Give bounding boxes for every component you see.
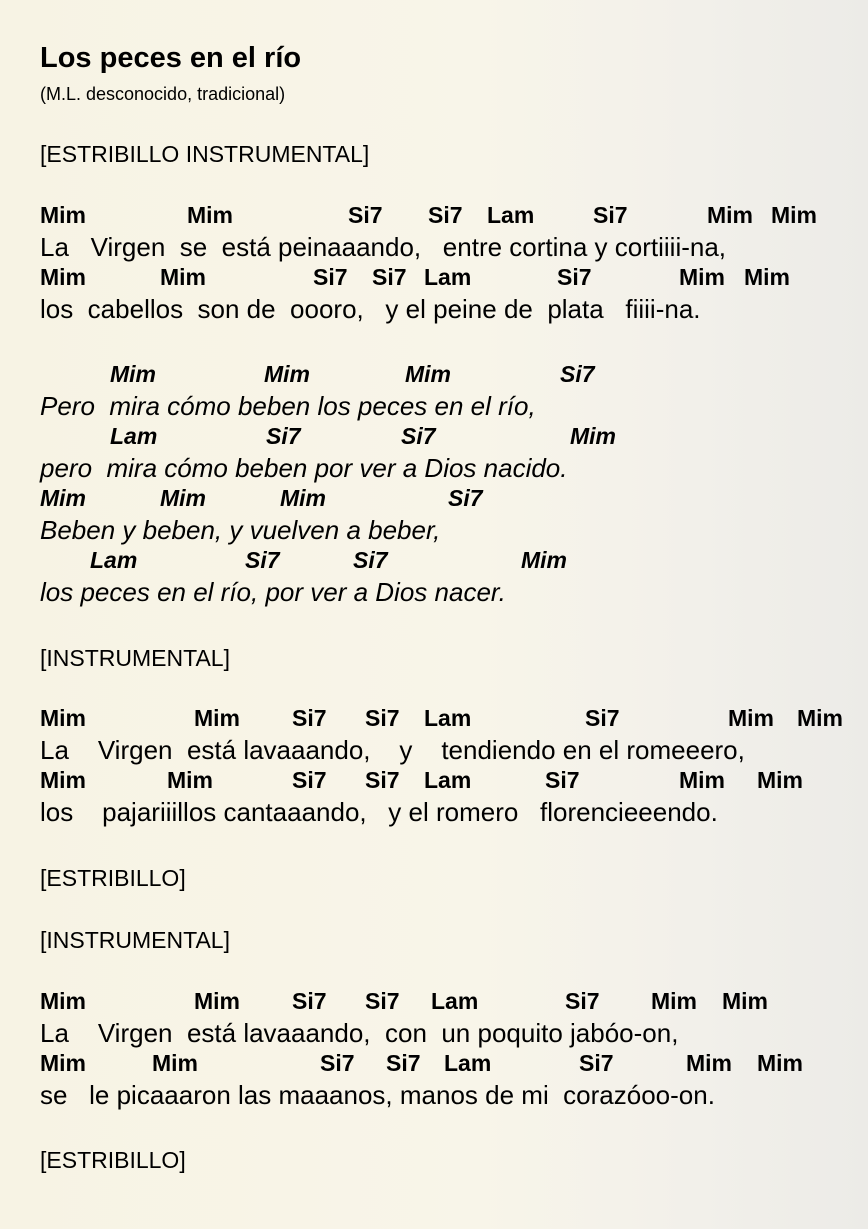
lyric-line: los peces en el río, por ver a Dios nacer.: [40, 577, 506, 607]
chord: Mim: [771, 202, 817, 228]
chord: Mim: [651, 988, 697, 1014]
chord: Mim: [40, 767, 86, 793]
chord: Mim: [40, 705, 86, 731]
lyric-line: Pero mira cómo beben los peces en el río,: [40, 391, 536, 421]
song-credits: (M.L. desconocido, tradicional): [40, 84, 286, 104]
lyric-line: los pajariiillos cantaaando, y el romero florencieeendo.: [40, 797, 718, 827]
chord: Mim: [160, 264, 206, 290]
chord: Mim: [40, 1050, 86, 1076]
chord: Mim: [187, 202, 233, 228]
lyric-line: La Virgen está lavaaando, con un poquito jabóo-on,: [40, 1018, 679, 1048]
song-title: Los peces en el río: [40, 42, 302, 74]
chord: Mim: [679, 767, 725, 793]
chord: Lam: [110, 423, 158, 449]
chord: Si7: [313, 264, 348, 290]
chord: Mim: [797, 705, 843, 731]
chord: Si7: [292, 705, 327, 731]
chord: Si7: [365, 988, 400, 1014]
chord: Si7: [245, 547, 280, 573]
chord: Mim: [40, 202, 86, 228]
chord: Si7: [348, 202, 383, 228]
chord: Mim: [280, 485, 326, 511]
chord: Mim: [194, 705, 240, 731]
chord: Si7: [292, 988, 327, 1014]
chord: Lam: [487, 202, 535, 228]
chord: Mim: [110, 361, 156, 387]
chord: Lam: [431, 988, 479, 1014]
lyric-line: La Virgen se está peinaaando, entre cortina y cortiiii-na,: [40, 232, 727, 262]
chord: Si7: [372, 264, 407, 290]
chord: Mim: [167, 767, 213, 793]
chord: Mim: [757, 767, 803, 793]
chord: Si7: [365, 767, 400, 793]
chord: Si7: [365, 705, 400, 731]
chord: Mim: [757, 1050, 803, 1076]
chord: Lam: [90, 547, 138, 573]
chord: Mim: [744, 264, 790, 290]
chord: Mim: [405, 361, 451, 387]
section-label: [ESTRIBILLO]: [40, 1147, 186, 1173]
chord: Lam: [444, 1050, 492, 1076]
chord: Mim: [728, 705, 774, 731]
chord: Si7: [353, 547, 388, 573]
chord: Mim: [160, 485, 206, 511]
chord: Si7: [545, 767, 580, 793]
chord: Si7: [266, 423, 301, 449]
lyric-line: los cabellos son de oooro, y el peine de plata fiiii-na.: [40, 294, 701, 324]
chord: Lam: [424, 264, 472, 290]
chord: Si7: [428, 202, 463, 228]
lyric-line: pero mira cómo beben por ver a Dios nacido.: [40, 453, 568, 483]
chord: Si7: [557, 264, 592, 290]
chord: Mim: [194, 988, 240, 1014]
lyric-line: se le picaaaron las maaanos, manos de mi corazóoo-on.: [40, 1080, 715, 1110]
chord: Mim: [570, 423, 616, 449]
chord: Si7: [386, 1050, 421, 1076]
chord: Mim: [679, 264, 725, 290]
chord: Mim: [686, 1050, 732, 1076]
chord: Lam: [424, 767, 472, 793]
chord: Si7: [585, 705, 620, 731]
chord: Mim: [521, 547, 567, 573]
section-label: [INSTRUMENTAL]: [40, 645, 230, 671]
chord: Si7: [401, 423, 436, 449]
chord: Mim: [40, 988, 86, 1014]
chord: Mim: [40, 264, 86, 290]
chord: Si7: [320, 1050, 355, 1076]
chord: Si7: [565, 988, 600, 1014]
chord: Lam: [424, 705, 472, 731]
chord: Mim: [152, 1050, 198, 1076]
chord: Mim: [264, 361, 310, 387]
chord: Mim: [40, 485, 86, 511]
chord: Mim: [722, 988, 768, 1014]
lyric-line: Beben y beben, y vuelven a beber,: [40, 515, 441, 545]
section-label: [ESTRIBILLO INSTRUMENTAL]: [40, 141, 370, 167]
chord: Si7: [292, 767, 327, 793]
lyric-line: La Virgen está lavaaando, y tendiendo en el romeeero,: [40, 735, 745, 765]
section-label: [INSTRUMENTAL]: [40, 927, 230, 953]
chord: Si7: [448, 485, 483, 511]
chord: Mim: [707, 202, 753, 228]
chord: Si7: [560, 361, 595, 387]
section-label: [ESTRIBILLO]: [40, 865, 186, 891]
chord: Si7: [593, 202, 628, 228]
chord: Si7: [579, 1050, 614, 1076]
